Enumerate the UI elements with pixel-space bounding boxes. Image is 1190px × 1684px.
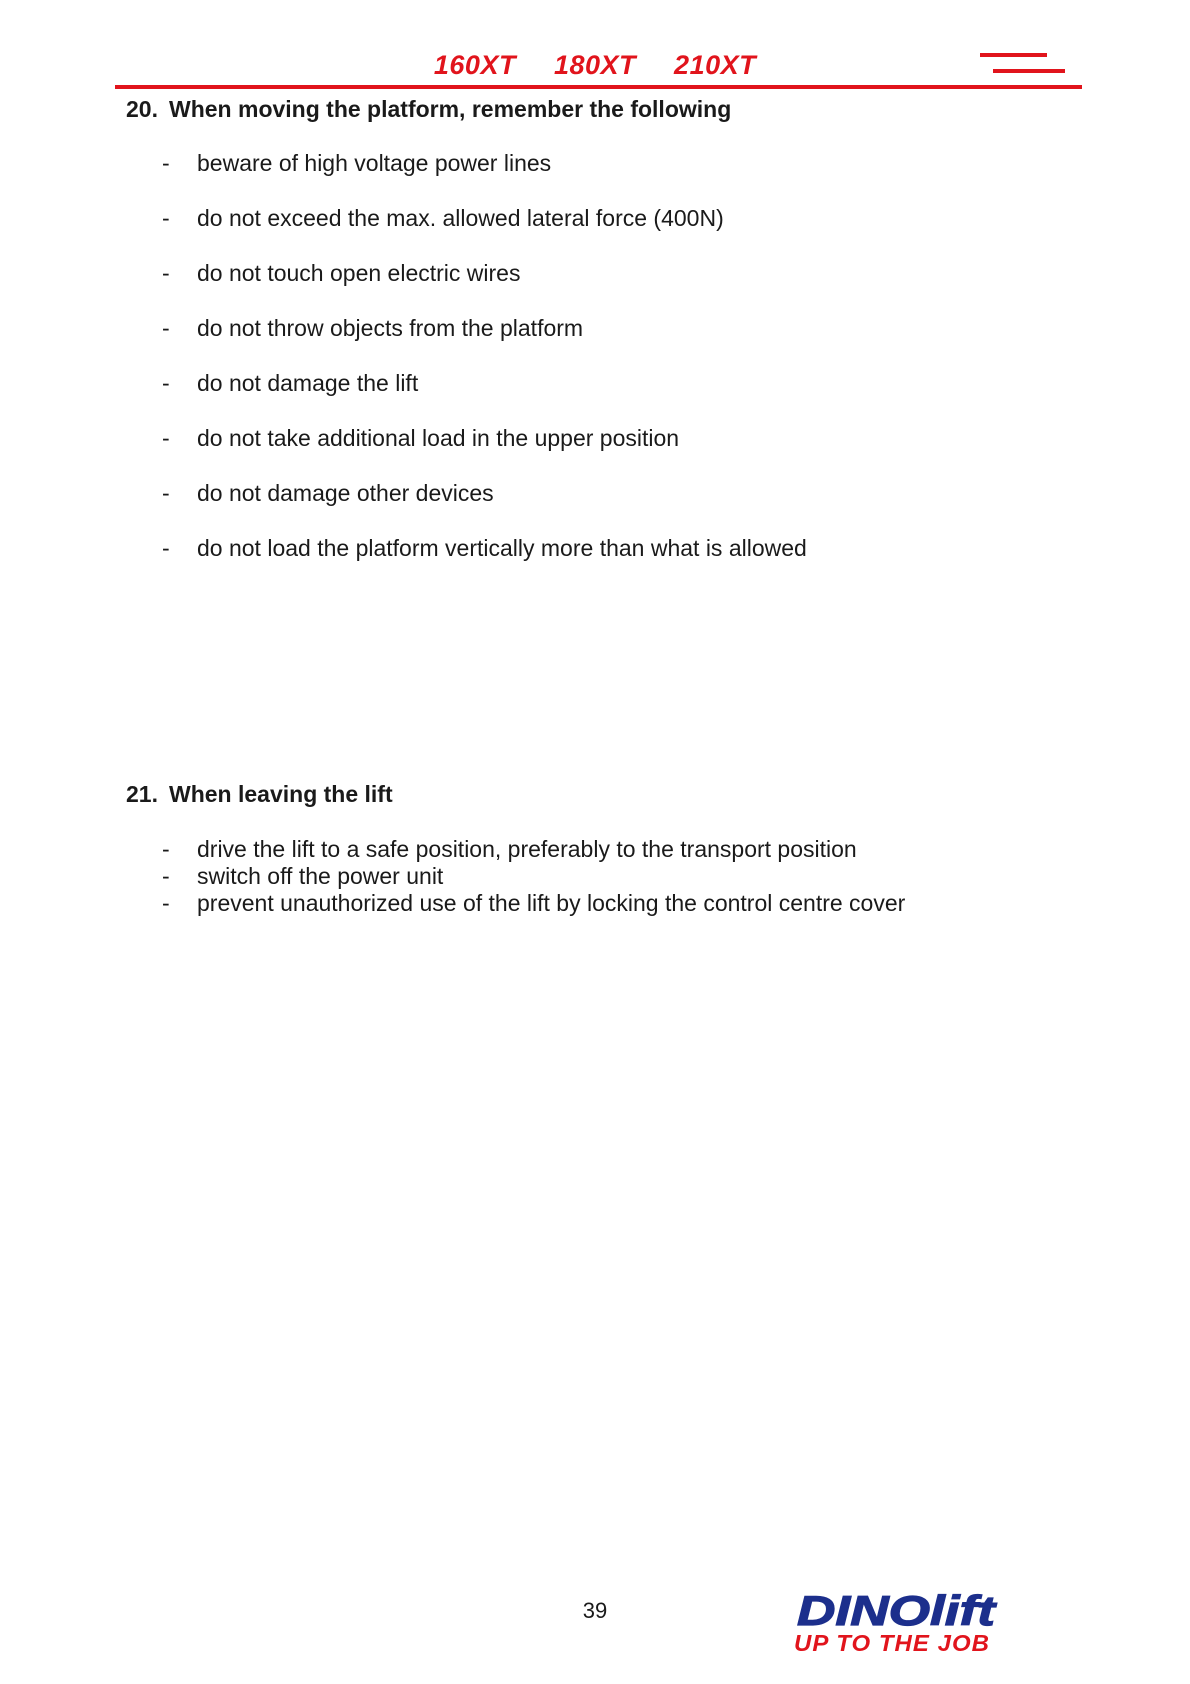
list-item bbox=[160, 535, 807, 590]
list-item bbox=[160, 480, 807, 535]
section-heading-moving-platform bbox=[126, 96, 731, 123]
list-item bbox=[160, 890, 905, 917]
list-item bbox=[160, 425, 807, 480]
moving-platform-rules-list bbox=[160, 150, 807, 590]
list-item bbox=[160, 205, 807, 260]
model-210xt: 210XT bbox=[674, 50, 757, 80]
section-title: When leaving the lift bbox=[169, 781, 393, 807]
bullet-dash: - bbox=[162, 205, 170, 231]
header-corner-mark-bottom bbox=[993, 69, 1065, 73]
bullet-dash: - bbox=[162, 836, 170, 862]
list-item-text: beware of high voltage power lines bbox=[197, 150, 552, 176]
list-item-text: do not exceed the max. allowed lateral force (400N) bbox=[197, 205, 724, 231]
list-item-text: do not take additional load in the upper position bbox=[197, 425, 680, 451]
section-title: When moving the platform, remember the following bbox=[169, 96, 732, 122]
bullet-dash: - bbox=[162, 260, 170, 286]
list-item-text: do not damage the lift bbox=[197, 370, 419, 396]
bullet-dash: - bbox=[162, 863, 170, 889]
section-number: 20. bbox=[126, 96, 158, 122]
logo-tagline-text: UP TO THE JOB bbox=[794, 1630, 990, 1655]
list-item-text: do not load the platform vertically more than what is allowed bbox=[197, 535, 807, 561]
list-item bbox=[160, 863, 905, 890]
list-item-text: do not touch open electric wires bbox=[197, 260, 521, 286]
bullet-dash: - bbox=[162, 480, 170, 506]
list-item bbox=[160, 836, 905, 863]
bullet-dash: - bbox=[162, 535, 170, 561]
list-item-text: drive the lift to a safe position, preferably to the transport position bbox=[197, 836, 857, 862]
list-item-text: do not damage other devices bbox=[197, 480, 494, 506]
page-number: 39 bbox=[582, 1598, 608, 1623]
dinolift-logo bbox=[792, 1585, 1002, 1655]
model-180xt: 180XT bbox=[553, 50, 637, 80]
logo-brand-text: DINOlift bbox=[797, 1587, 998, 1634]
bullet-dash: - bbox=[162, 370, 170, 396]
bullet-dash: - bbox=[162, 890, 170, 916]
section-number: 21. bbox=[126, 781, 158, 807]
bullet-dash: - bbox=[162, 315, 170, 341]
list-item bbox=[160, 370, 807, 425]
section-heading-leaving-lift bbox=[126, 781, 393, 808]
list-item bbox=[160, 315, 807, 370]
header-rule bbox=[115, 85, 1082, 89]
list-item-text: prevent unauthorized use of the lift by locking the control centre cover bbox=[197, 890, 906, 916]
header-corner-mark-top bbox=[980, 53, 1047, 57]
leaving-lift-rules-list bbox=[160, 836, 905, 917]
list-item-text: do not throw objects from the platform bbox=[197, 315, 584, 341]
list-item bbox=[160, 150, 807, 205]
list-item bbox=[160, 260, 807, 315]
bullet-dash: - bbox=[162, 150, 170, 176]
list-item-text: switch off the power unit bbox=[197, 863, 444, 889]
model-160xt: 160XT bbox=[433, 50, 516, 80]
bullet-dash: - bbox=[162, 425, 170, 451]
